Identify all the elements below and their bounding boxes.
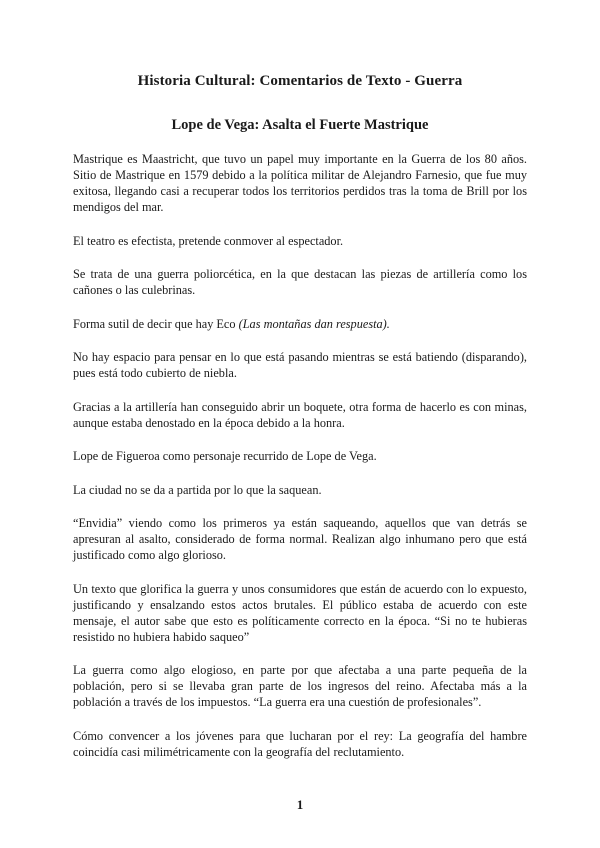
page-number: 1	[296, 797, 304, 812]
paragraph: La ciudad no se da a partida por lo que la saquean.	[73, 482, 322, 497]
paragraph: El teatro es efectista, pretende conmover al espectador.	[73, 233, 344, 248]
paragraph: Lope de Figueroa como personaje recurrido de Lope de Vega.	[73, 449, 377, 463]
document-body	[73, 151, 527, 777]
document-title: Historia Cultural: Comentarios de Texto - Guerra	[137, 73, 463, 89]
paragraph-italic-note: (Las montañas dan respuesta).	[238, 316, 390, 331]
paragraph: Mastrique es Maastricht, que tuvo un papel muy importante en la Guerra de los 80 años. Sitio de Mastrique en 1579 debido a la política militar de Alejandro Farnesio, que fue muy exitosa, llegando casi a recuperar todos los territorios perdidos tras la toma de Brill por los mendigos del mar.	[73, 152, 527, 214]
paragraph: Cómo convencer a los jóvenes para que lucharan por el rey: La geografía del hambre coincidía casi milimétricamente con la geografía del reclutamiento.	[73, 728, 527, 759]
paragraph	[73, 316, 527, 332]
paragraph-text: Forma sutil de decir que hay Eco	[73, 316, 239, 331]
document-subtitle: Lope de Vega: Asalta el Fuerte Mastrique	[171, 117, 429, 133]
paragraph: Gracias a la artillería han conseguido abrir un boquete, otra forma de hacerlo es con minas, aunque estaba denostado en la época debido a la honra.	[73, 399, 527, 430]
paragraph: La guerra como algo elogioso, en parte por que afectaba a una parte pequeña de la población, pero si se llevaba gran parte de los ingresos del reino. Afectaba más a la población a través de los impuestos. “La guerra era una cuestión de profesionales”.	[73, 663, 527, 709]
paragraph: Se trata de una guerra poliorcética, en la que destacan las piezas de artillería como los cañones o las culebrinas.	[73, 267, 527, 297]
paragraph: Un texto que glorifica la guerra y unos consumidores que están de acuerdo con lo expuesto, justificando y ensalzando estos actos brutales. El público estaba de acuerdo con este mensaje, el autor sabe que esto es políticamente correcto en la época. “Si no te hubieras resistido no hubiera habido saqueo”	[73, 581, 527, 644]
paragraph: No hay espacio para pensar en lo que está pasando mientras se está batiendo (disparando), pues está todo cubierto de niebla.	[73, 350, 527, 380]
paragraph: “Envidia” viendo como los primeros ya están saqueando, aquellos que van detrás se apresuran al asalto, considerado de forma normal. Realizan algo inhumano pero que está justificado como algo glorioso.	[73, 516, 527, 562]
